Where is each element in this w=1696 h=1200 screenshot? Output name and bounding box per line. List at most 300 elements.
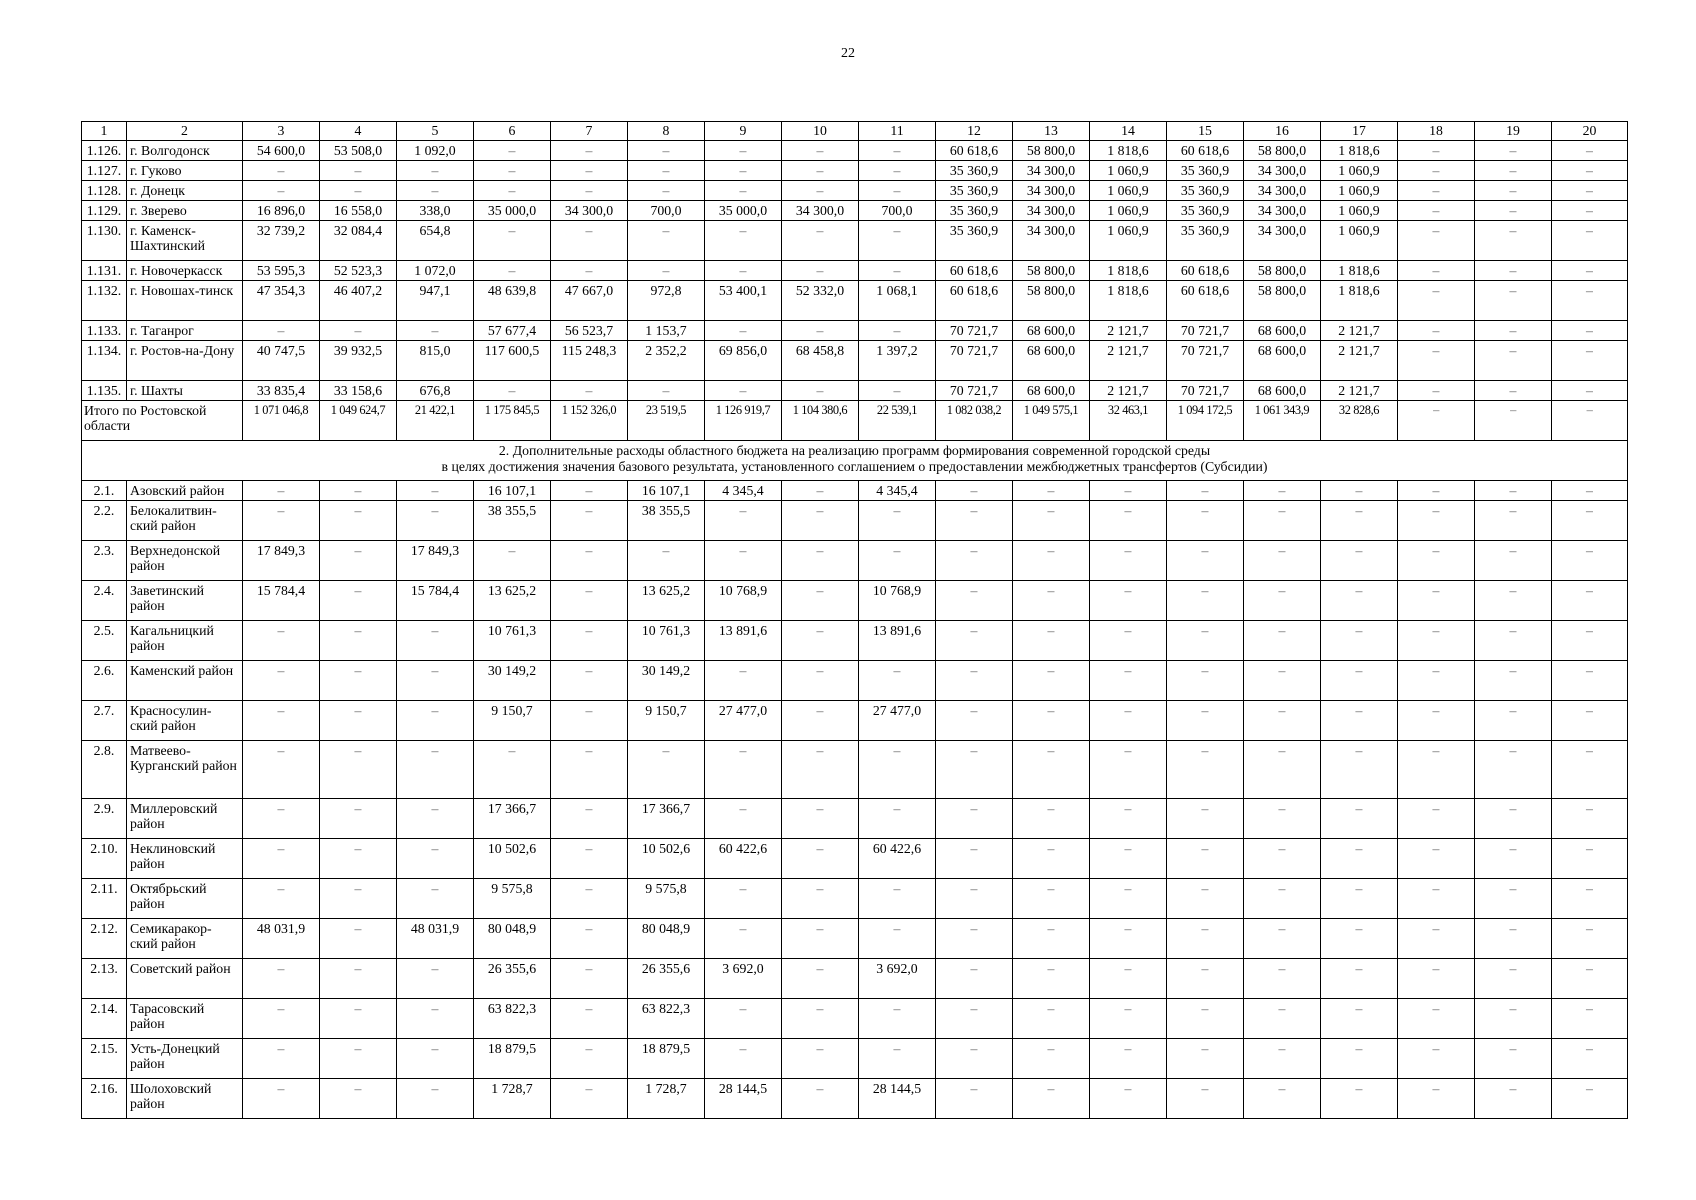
value-cell: – — [1167, 798, 1244, 838]
row-number-cell: 2.11. — [82, 878, 127, 918]
value-cell: 1 060,9 — [1090, 160, 1167, 180]
value-cell: 38 355,5 — [628, 500, 705, 540]
value-cell: – — [1090, 700, 1167, 740]
value-cell: – — [936, 1038, 1013, 1078]
value-cell: – — [1013, 838, 1090, 878]
row-number-cell: 1.128. — [82, 180, 127, 200]
value-cell: – — [1244, 838, 1321, 878]
value-cell: – — [705, 140, 782, 160]
row-number-cell: 1.129. — [82, 200, 127, 220]
value-cell: – — [551, 700, 628, 740]
column-number-cell: 7 — [551, 122, 628, 141]
value-cell: 63 822,3 — [474, 998, 551, 1038]
value-cell: – — [243, 500, 320, 540]
value-cell: – — [1398, 320, 1475, 340]
value-cell: 2 121,7 — [1090, 340, 1167, 380]
section-title-row — [82, 440, 1628, 480]
value-cell: – — [1167, 998, 1244, 1038]
value-cell: – — [1090, 740, 1167, 798]
value-cell: – — [1244, 798, 1321, 838]
value-cell: 35 000,0 — [474, 200, 551, 220]
value-cell: – — [320, 580, 397, 620]
value-cell: – — [1167, 1038, 1244, 1078]
value-cell: 58 800,0 — [1244, 260, 1321, 280]
value-cell: – — [1013, 998, 1090, 1038]
value-cell: – — [1398, 500, 1475, 540]
value-cell: – — [1013, 580, 1090, 620]
row-number-cell: 2.2. — [82, 500, 127, 540]
value-cell: 676,8 — [397, 380, 474, 400]
value-cell: – — [1090, 998, 1167, 1038]
value-cell: 53 400,1 — [705, 280, 782, 320]
value-cell: – — [1244, 480, 1321, 500]
value-cell: 28 144,5 — [705, 1078, 782, 1118]
municipality-name-cell: г. Донецк — [127, 180, 243, 200]
value-cell: 1 397,2 — [859, 340, 936, 380]
value-cell: 26 355,6 — [628, 958, 705, 998]
value-cell: – — [551, 160, 628, 180]
value-cell: – — [243, 838, 320, 878]
value-cell: – — [320, 320, 397, 340]
table-row — [82, 340, 1628, 380]
total-row — [82, 400, 1628, 440]
value-cell: – — [1244, 740, 1321, 798]
section-title-line: в целях достижения значения базового результата, установленного соглашением о предоставлении межбюджетных трансфертов (Субсидии) — [441, 458, 1268, 474]
value-cell: – — [397, 320, 474, 340]
value-cell: 26 355,6 — [474, 958, 551, 998]
value-cell: – — [320, 160, 397, 180]
value-cell: 15 784,4 — [397, 580, 474, 620]
value-cell: – — [705, 160, 782, 180]
value-cell: – — [1167, 700, 1244, 740]
value-cell: 35 360,9 — [936, 160, 1013, 180]
municipality-name-cell: г. Каменск-Шахтинский — [127, 220, 243, 260]
table-row — [82, 740, 1628, 798]
value-cell: – — [320, 798, 397, 838]
total-value-cell: 22 539,1 — [859, 400, 936, 440]
value-cell: – — [1552, 220, 1628, 260]
municipality-name-cell: г. Гуково — [127, 160, 243, 180]
table-row — [82, 958, 1628, 998]
value-cell: – — [936, 998, 1013, 1038]
value-cell: 34 300,0 — [1013, 200, 1090, 220]
value-cell: – — [1475, 140, 1552, 160]
value-cell: – — [1167, 500, 1244, 540]
value-cell: 60 618,6 — [1167, 140, 1244, 160]
value-cell: – — [705, 220, 782, 260]
value-cell: – — [1321, 998, 1398, 1038]
total-value-cell: – — [1552, 400, 1628, 440]
value-cell: – — [1090, 620, 1167, 660]
column-number-cell: 19 — [1475, 122, 1552, 141]
row-number-cell: 1.126. — [82, 140, 127, 160]
value-cell: 35 360,9 — [936, 180, 1013, 200]
value-cell: 30 149,2 — [474, 660, 551, 700]
value-cell: – — [320, 878, 397, 918]
row-number-cell: 1.130. — [82, 220, 127, 260]
value-cell: – — [1552, 260, 1628, 280]
value-cell: – — [782, 140, 859, 160]
value-cell: – — [320, 700, 397, 740]
total-value-cell: 32 828,6 — [1321, 400, 1398, 440]
value-cell: – — [551, 878, 628, 918]
value-cell: – — [397, 998, 474, 1038]
row-number-cell: 2.3. — [82, 540, 127, 580]
value-cell: – — [551, 998, 628, 1038]
value-cell: – — [474, 380, 551, 400]
table-row — [82, 540, 1628, 580]
value-cell: – — [320, 998, 397, 1038]
value-cell: – — [1167, 838, 1244, 878]
value-cell: 17 366,7 — [474, 798, 551, 838]
total-value-cell: 1 104 380,6 — [782, 400, 859, 440]
row-number-cell: 1.134. — [82, 340, 127, 380]
row-number-cell: 1.132. — [82, 280, 127, 320]
value-cell: – — [628, 260, 705, 280]
value-cell: – — [1090, 500, 1167, 540]
value-cell: – — [551, 918, 628, 958]
value-cell: 34 300,0 — [551, 200, 628, 220]
column-number-cell: 6 — [474, 122, 551, 141]
value-cell: 60 422,6 — [705, 838, 782, 878]
value-cell: – — [1090, 580, 1167, 620]
column-number-cell: 20 — [1552, 122, 1628, 141]
row-number-cell: 2.5. — [82, 620, 127, 660]
value-cell: – — [397, 180, 474, 200]
municipality-name-cell: г. Шахты — [127, 380, 243, 400]
value-cell: – — [782, 740, 859, 798]
value-cell: 70 721,7 — [936, 380, 1013, 400]
municipality-name-cell: Усть-Донецкий район — [127, 1038, 243, 1078]
value-cell: – — [1321, 1078, 1398, 1118]
value-cell: – — [320, 540, 397, 580]
value-cell: 947,1 — [397, 280, 474, 320]
value-cell: – — [1321, 580, 1398, 620]
value-cell: 35 360,9 — [1167, 200, 1244, 220]
municipality-name-cell: Тарасовский район — [127, 998, 243, 1038]
value-cell: – — [1552, 958, 1628, 998]
value-cell: – — [1398, 540, 1475, 580]
value-cell: – — [551, 1038, 628, 1078]
value-cell: 9 150,7 — [474, 700, 551, 740]
value-cell: – — [551, 220, 628, 260]
value-cell: 35 360,9 — [936, 200, 1013, 220]
value-cell: 10 768,9 — [705, 580, 782, 620]
value-cell: – — [551, 660, 628, 700]
value-cell: – — [474, 260, 551, 280]
value-cell: 32 084,4 — [320, 220, 397, 260]
row-number-cell: 2.12. — [82, 918, 127, 958]
value-cell: – — [1398, 340, 1475, 380]
value-cell: – — [1552, 740, 1628, 798]
value-cell: – — [936, 878, 1013, 918]
value-cell: – — [1321, 838, 1398, 878]
value-cell: – — [1398, 740, 1475, 798]
value-cell: 1 060,9 — [1090, 220, 1167, 260]
value-cell: – — [1398, 580, 1475, 620]
value-cell: – — [1167, 878, 1244, 918]
value-cell: – — [1398, 260, 1475, 280]
value-cell: – — [397, 1038, 474, 1078]
value-cell: 16 107,1 — [628, 480, 705, 500]
table-row — [82, 700, 1628, 740]
value-cell: 60 618,6 — [936, 280, 1013, 320]
value-cell: 70 721,7 — [1167, 340, 1244, 380]
value-cell: – — [1013, 1038, 1090, 1078]
value-cell: – — [397, 620, 474, 660]
value-cell: – — [628, 540, 705, 580]
value-cell: – — [243, 180, 320, 200]
value-cell: 1 072,0 — [397, 260, 474, 280]
value-cell: – — [1167, 958, 1244, 998]
value-cell: – — [782, 320, 859, 340]
table-row — [82, 500, 1628, 540]
value-cell: – — [1244, 998, 1321, 1038]
value-cell: – — [551, 958, 628, 998]
value-cell: 1 818,6 — [1321, 280, 1398, 320]
value-cell: – — [243, 160, 320, 180]
value-cell: – — [243, 740, 320, 798]
value-cell: – — [1321, 878, 1398, 918]
value-cell: 10 502,6 — [474, 838, 551, 878]
total-label-cell: Итого по Ростовской области — [82, 400, 243, 440]
municipality-name-cell: Матвеево-Курганский район — [127, 740, 243, 798]
value-cell: – — [551, 740, 628, 798]
value-cell: – — [859, 180, 936, 200]
value-cell: 30 149,2 — [628, 660, 705, 700]
value-cell: – — [859, 740, 936, 798]
value-cell: – — [782, 878, 859, 918]
value-cell: – — [1552, 500, 1628, 540]
value-cell: 70 721,7 — [1167, 320, 1244, 340]
value-cell: 9 150,7 — [628, 700, 705, 740]
value-cell: – — [628, 160, 705, 180]
value-cell: – — [243, 660, 320, 700]
value-cell: – — [1321, 700, 1398, 740]
table-row — [82, 620, 1628, 660]
value-cell: – — [397, 700, 474, 740]
value-cell: – — [1398, 220, 1475, 260]
value-cell: 15 784,4 — [243, 580, 320, 620]
row-number-cell: 2.4. — [82, 580, 127, 620]
value-cell: – — [705, 180, 782, 200]
value-cell: – — [1013, 1078, 1090, 1118]
value-cell: 35 000,0 — [705, 200, 782, 220]
column-number-cell: 12 — [936, 122, 1013, 141]
value-cell: – — [1244, 500, 1321, 540]
value-cell: – — [705, 260, 782, 280]
value-cell: 33 835,4 — [243, 380, 320, 400]
value-cell: – — [782, 838, 859, 878]
value-cell: 2 352,2 — [628, 340, 705, 380]
municipality-name-cell: Белокалитвин-ский район — [127, 500, 243, 540]
value-cell: – — [782, 660, 859, 700]
value-cell: 16 107,1 — [474, 480, 551, 500]
value-cell: – — [397, 878, 474, 918]
total-value-cell: 1 061 343,9 — [1244, 400, 1321, 440]
value-cell: – — [1475, 958, 1552, 998]
value-cell: – — [628, 220, 705, 260]
value-cell: – — [1475, 500, 1552, 540]
value-cell: – — [705, 878, 782, 918]
value-cell: – — [474, 160, 551, 180]
value-cell: – — [1167, 540, 1244, 580]
value-cell: – — [1475, 160, 1552, 180]
value-cell: – — [1398, 1038, 1475, 1078]
value-cell: – — [1013, 798, 1090, 838]
value-cell: – — [936, 580, 1013, 620]
value-cell: 17 366,7 — [628, 798, 705, 838]
value-cell: – — [1321, 480, 1398, 500]
municipality-name-cell: Шолоховский район — [127, 1078, 243, 1118]
value-cell: 68 600,0 — [1013, 380, 1090, 400]
value-cell: – — [1244, 918, 1321, 958]
value-cell: – — [936, 740, 1013, 798]
value-cell: 35 360,9 — [1167, 180, 1244, 200]
value-cell: 58 800,0 — [1013, 140, 1090, 160]
value-cell: – — [243, 878, 320, 918]
value-cell: – — [320, 740, 397, 798]
value-cell: – — [1552, 200, 1628, 220]
value-cell: – — [1475, 260, 1552, 280]
total-value-cell: 1 071 046,8 — [243, 400, 320, 440]
value-cell: – — [1321, 540, 1398, 580]
column-number-cell: 8 — [628, 122, 705, 141]
value-cell: – — [1552, 540, 1628, 580]
value-cell: – — [1552, 580, 1628, 620]
value-cell: – — [474, 220, 551, 260]
value-cell: – — [782, 798, 859, 838]
value-cell: – — [551, 140, 628, 160]
value-cell: – — [1552, 838, 1628, 878]
value-cell: – — [1398, 180, 1475, 200]
value-cell: 58 800,0 — [1244, 280, 1321, 320]
value-cell: – — [859, 260, 936, 280]
value-cell: – — [859, 878, 936, 918]
municipality-name-cell: г. Ростов-на-Дону — [127, 340, 243, 380]
value-cell: – — [551, 838, 628, 878]
value-cell: – — [1398, 998, 1475, 1038]
value-cell: – — [1552, 280, 1628, 320]
value-cell: 68 600,0 — [1244, 320, 1321, 340]
value-cell: – — [705, 1038, 782, 1078]
value-cell: – — [782, 700, 859, 740]
value-cell: 654,8 — [397, 220, 474, 260]
value-cell: 10 768,9 — [859, 580, 936, 620]
column-number-cell: 2 — [127, 122, 243, 141]
value-cell: – — [782, 220, 859, 260]
value-cell: 1 060,9 — [1321, 160, 1398, 180]
value-cell: – — [1167, 480, 1244, 500]
value-cell: – — [1013, 500, 1090, 540]
value-cell: 34 300,0 — [1244, 160, 1321, 180]
municipality-name-cell: г. Новошах-тинск — [127, 280, 243, 320]
value-cell: 60 618,6 — [1167, 260, 1244, 280]
table-row — [82, 580, 1628, 620]
municipality-name-cell: Миллеровский район — [127, 798, 243, 838]
column-number-cell: 5 — [397, 122, 474, 141]
value-cell: 54 600,0 — [243, 140, 320, 160]
value-cell: – — [1398, 380, 1475, 400]
value-cell: 18 879,5 — [628, 1038, 705, 1078]
value-cell: – — [1013, 480, 1090, 500]
value-cell: – — [320, 918, 397, 958]
value-cell: 1 728,7 — [628, 1078, 705, 1118]
value-cell: – — [1244, 580, 1321, 620]
value-cell: – — [1398, 958, 1475, 998]
value-cell: 80 048,9 — [628, 918, 705, 958]
value-cell: – — [859, 998, 936, 1038]
municipality-name-cell: Красносулин-ский район — [127, 700, 243, 740]
value-cell: 70 721,7 — [936, 320, 1013, 340]
row-number-cell: 2.1. — [82, 480, 127, 500]
value-cell: – — [243, 620, 320, 660]
value-cell: – — [705, 500, 782, 540]
value-cell: – — [705, 540, 782, 580]
row-number-cell: 1.131. — [82, 260, 127, 280]
value-cell: – — [1090, 540, 1167, 580]
value-cell: – — [397, 1078, 474, 1118]
column-number-cell: 18 — [1398, 122, 1475, 141]
value-cell: – — [243, 700, 320, 740]
value-cell: 4 345,4 — [859, 480, 936, 500]
value-cell: – — [1090, 660, 1167, 700]
value-cell: 35 360,9 — [1167, 160, 1244, 180]
value-cell: 27 477,0 — [859, 700, 936, 740]
value-cell: 1 818,6 — [1321, 260, 1398, 280]
value-cell: – — [782, 160, 859, 180]
value-cell: – — [1244, 620, 1321, 660]
value-cell: – — [1244, 1038, 1321, 1078]
value-cell: – — [1398, 140, 1475, 160]
value-cell: – — [1398, 918, 1475, 958]
value-cell: – — [782, 620, 859, 660]
value-cell: – — [474, 140, 551, 160]
value-cell: – — [1552, 1038, 1628, 1078]
table-row — [82, 280, 1628, 320]
value-cell: 68 600,0 — [1013, 320, 1090, 340]
value-cell: – — [1013, 540, 1090, 580]
value-cell: – — [936, 918, 1013, 958]
table-row — [82, 200, 1628, 220]
value-cell: 34 300,0 — [1013, 160, 1090, 180]
value-cell: – — [320, 500, 397, 540]
value-cell: – — [1013, 740, 1090, 798]
value-cell: 32 739,2 — [243, 220, 320, 260]
value-cell: – — [1475, 998, 1552, 1038]
value-cell: – — [859, 1038, 936, 1078]
value-cell: 815,0 — [397, 340, 474, 380]
value-cell: 338,0 — [397, 200, 474, 220]
value-cell: 35 360,9 — [1167, 220, 1244, 260]
value-cell: – — [628, 140, 705, 160]
value-cell: 16 896,0 — [243, 200, 320, 220]
table-row — [82, 160, 1628, 180]
value-cell: 35 360,9 — [936, 220, 1013, 260]
value-cell: – — [397, 480, 474, 500]
total-value-cell: – — [1398, 400, 1475, 440]
value-cell: 2 121,7 — [1321, 320, 1398, 340]
value-cell: – — [782, 380, 859, 400]
value-cell: – — [1398, 620, 1475, 660]
value-cell: 1 060,9 — [1321, 200, 1398, 220]
value-cell: 70 721,7 — [936, 340, 1013, 380]
value-cell: – — [1475, 200, 1552, 220]
value-cell: – — [1321, 1038, 1398, 1078]
value-cell: 68 600,0 — [1244, 340, 1321, 380]
value-cell: – — [1475, 838, 1552, 878]
value-cell: – — [551, 540, 628, 580]
